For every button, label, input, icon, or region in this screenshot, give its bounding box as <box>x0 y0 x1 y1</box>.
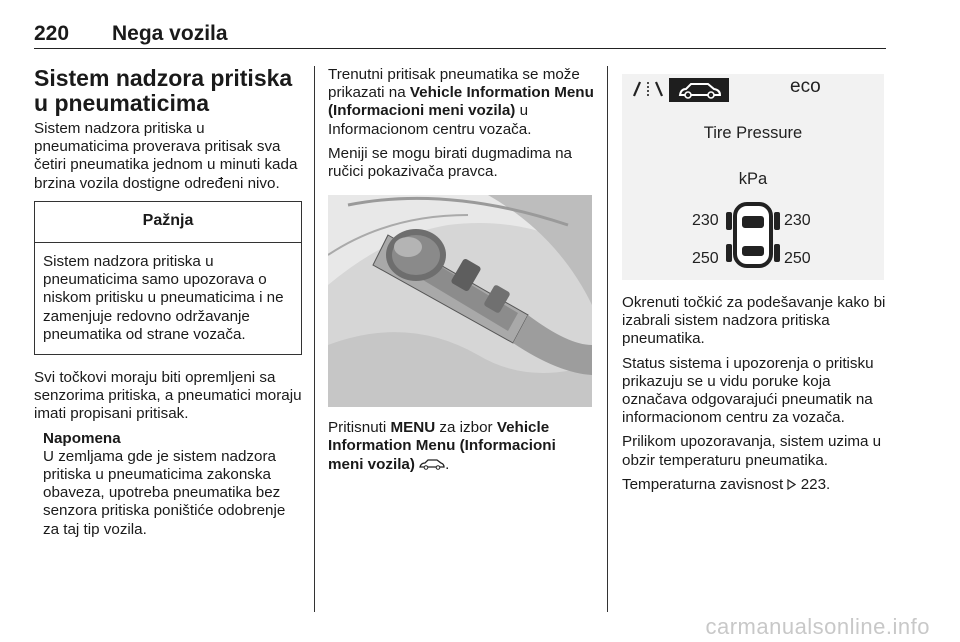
page-reference-arrow-icon <box>787 476 796 493</box>
page-reference-link[interactable]: 223. <box>800 475 831 493</box>
caution-title: Pažnja <box>35 202 301 243</box>
caution-box <box>34 201 302 355</box>
note-title: Napomena <box>43 429 121 447</box>
column-3 <box>622 66 886 500</box>
eco-label: eco <box>790 76 821 97</box>
column-divider <box>607 66 608 612</box>
front-right-pressure: 230 <box>784 212 811 229</box>
section-heading: Sistem nadzora pritiska u pneumaticima <box>34 65 293 116</box>
menu-button-paragraph: Pritisnuti MENU za izbor Vehicle Information Menu (Informacioni meni vozila) . <box>328 419 556 473</box>
front-left-pressure: 230 <box>692 212 719 229</box>
pressure-unit: kPa <box>738 170 768 188</box>
tire-pressure-display <box>622 74 884 280</box>
menu-name: Vehicle Information Menu (Informacioni meni vozila) <box>328 419 556 473</box>
road-icon <box>634 82 662 96</box>
column-divider <box>314 66 315 612</box>
car-menu-icon <box>419 456 445 473</box>
turn-signal-lever-photo <box>328 195 592 407</box>
tire-diagram-car-icon <box>726 204 780 266</box>
menu-name: Vehicle Information Menu (Informacioni meni vozila) <box>328 84 594 120</box>
column-2 <box>328 66 594 480</box>
temperature-dependence-paragraph: Temperaturna zavisnost 223. <box>622 475 831 493</box>
column-1 <box>34 66 302 539</box>
section-title: Nega vozila <box>112 22 228 45</box>
status-paragraph: Status sistema i upozorenja o pritisku prikazuju se u vidu poruke koja označava odgovarajući pneumatik na informacionom centru za vozača. <box>622 354 874 427</box>
temperature-paragraph: Prilikom upozoravanja, sistem uzima u obzir temperaturu pneumatika. <box>622 433 882 469</box>
menu-button-label: MENU <box>390 419 436 437</box>
vehicle-tab-highlight <box>669 78 729 102</box>
select-system-paragraph: Okrenuti točkić za podešavanje kako bi izabrali sistem nadzora pritiska pneumatika. <box>622 294 886 348</box>
rear-left-pressure: 250 <box>692 250 719 267</box>
intro-paragraph: Sistem nadzora pritiska u pneumaticima proverava pritisak sva četiri pneumatika jednom u minuti kada brzina vozila dostigne određeni nivo. <box>34 120 298 192</box>
page-header <box>34 22 886 49</box>
tire-pressure-title: Tire Pressure <box>703 124 803 142</box>
page-number: 220 <box>34 22 70 45</box>
note-text: U zemljama gde je sistem nadzora pritiska u pneumaticima zakonska obaveza, upotreba pneumatika bez senzora pritiska poništiće odobrenje za taj tip vozila. <box>43 447 286 538</box>
watermark: carmanualsonline.info <box>705 614 930 639</box>
sensor-paragraph: Svi točkovi moraju biti opremljeni sa senzorima pritiska, a pneumatici moraju imati propisani pritisak. <box>34 369 302 423</box>
note-block <box>34 430 302 539</box>
display-paragraph: Trenutni pritisak pneumatika se može prikazati na Vehicle Information Menu (Informacioni meni vozila) u Informacionom centru vozača. <box>328 66 594 138</box>
rear-right-pressure: 250 <box>784 250 811 267</box>
buttons-paragraph: Meniji se mogu birati dugmadima na ručici pokazivača pravca. <box>328 144 572 181</box>
caution-text: Sistem nadzora pritiska u pneumaticima samo upozorava o niskom pritisku u pneumaticima i ne zamenjuje redovno održavanje pneumatika od strane vozača. <box>43 253 284 343</box>
